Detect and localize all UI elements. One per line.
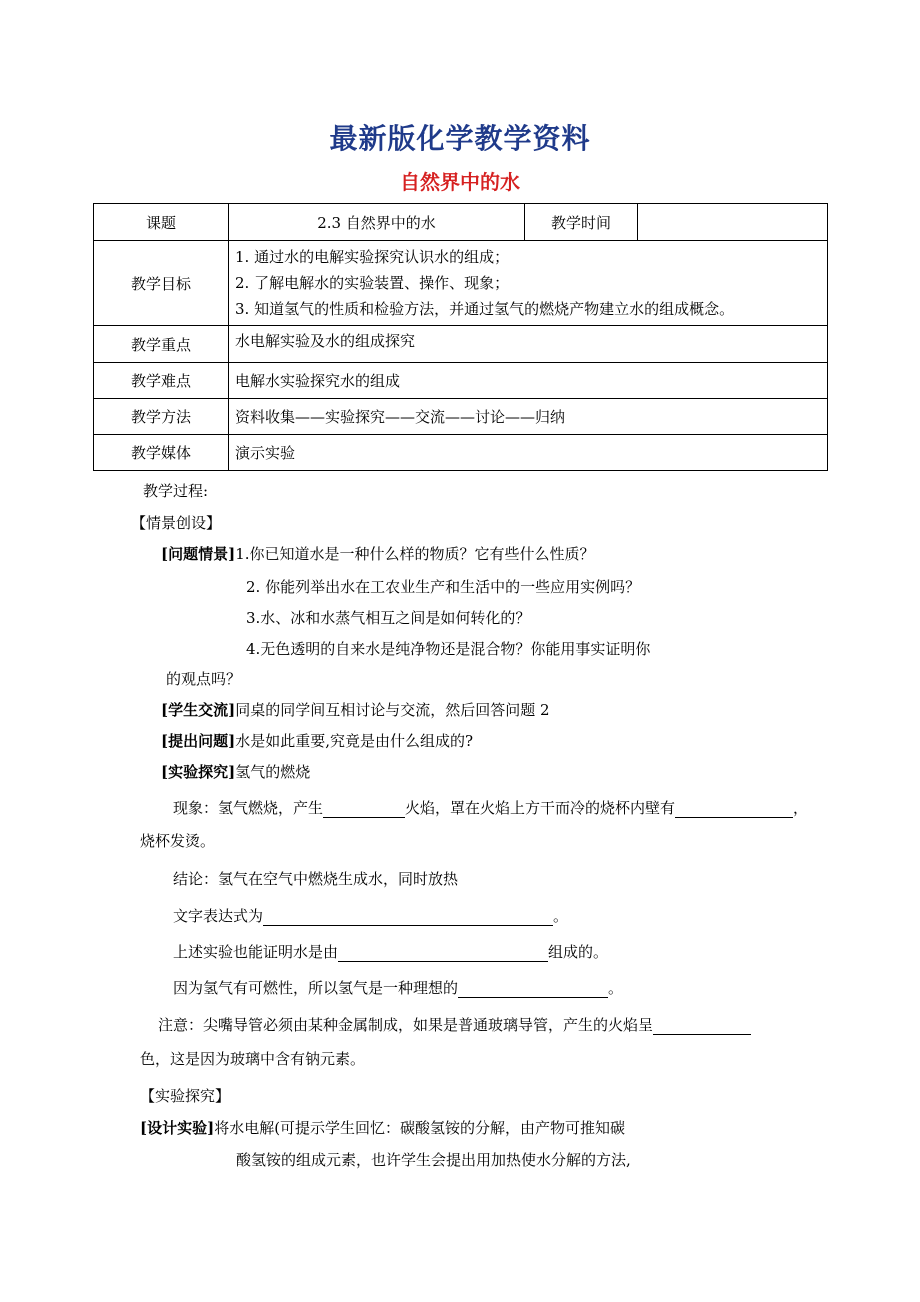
label-goals: 教学目标 bbox=[94, 241, 229, 326]
goals-cell bbox=[229, 241, 828, 326]
blank-composition[interactable] bbox=[338, 943, 548, 962]
goal-item: 1. 通过水的电解实验探究认识水的组成； bbox=[235, 248, 510, 266]
word-equation-text: 文字表达式为 bbox=[173, 907, 264, 925]
blank-beaker-wall[interactable] bbox=[675, 799, 793, 818]
note-cont: 色，这是因为玻璃中含有钠元素。 bbox=[140, 1050, 366, 1068]
note-line bbox=[158, 1014, 751, 1035]
goal-item: 3. 知道氢气的性质和检验方法，并通过氢气的燃烧产物建立水的组成概念。 bbox=[235, 300, 735, 318]
method-value: 资料收集——实验探究——交流——讨论——归纳 bbox=[229, 399, 828, 435]
media-value: 演示实验 bbox=[229, 435, 828, 471]
fuel-line bbox=[173, 977, 623, 998]
conclusion: 结论：氢气在空气中燃烧生成水，同时放热 bbox=[173, 870, 459, 888]
word-equation-line bbox=[173, 905, 568, 926]
phenomenon-cont: 烧杯发烫。 bbox=[140, 832, 216, 850]
blank-word-equation[interactable] bbox=[263, 907, 553, 926]
fuel-end: 。 bbox=[608, 979, 624, 997]
row-difficulty bbox=[94, 363, 828, 399]
design-line bbox=[140, 1117, 625, 1138]
label-difficulty: 教学难点 bbox=[94, 363, 229, 399]
goal-item: 2. 了解电解水的实验装置、操作、现象； bbox=[235, 274, 510, 292]
row-key bbox=[94, 326, 828, 363]
phenomenon-text-a: 现象：氢气燃烧，产生 bbox=[173, 799, 324, 817]
row-goals bbox=[94, 241, 828, 326]
prove-text: 上述实验也能证明水是由 bbox=[173, 943, 339, 961]
phenomenon-text-b: 火焰，罩在火焰上方干而冷的烧杯内壁有 bbox=[405, 799, 676, 817]
topic-value: 2.3 自然界中的水 bbox=[229, 204, 525, 241]
phenomenon-line bbox=[173, 797, 808, 818]
question-tag: [问题情景] bbox=[161, 545, 236, 563]
student-exchange bbox=[161, 699, 550, 720]
prove-line bbox=[173, 941, 608, 962]
label-time: 教学时间 bbox=[525, 204, 638, 241]
design-text: 将水电解(可提示学生回忆：碳酸氢铵的分解，由产物可推知碳 bbox=[214, 1119, 626, 1137]
design-tag: [设计实验] bbox=[140, 1119, 215, 1137]
row-method bbox=[94, 399, 828, 435]
blank-fuel[interactable] bbox=[458, 979, 608, 998]
prove-end: 组成的。 bbox=[548, 943, 609, 961]
section-experiment: 【实验探究】 bbox=[140, 1087, 231, 1105]
row-topic bbox=[94, 204, 828, 241]
lesson-title: 自然界中的水 bbox=[400, 170, 520, 194]
blank-flame-color[interactable] bbox=[323, 799, 405, 818]
phenomenon-text-c: ， bbox=[793, 799, 809, 817]
question-1: 1.你已知道水是一种什么样的物质？它有些什么性质？ bbox=[235, 545, 595, 563]
time-value bbox=[638, 204, 828, 241]
note-text: 注意：尖嘴导管必须由某种金属制成，如果是普通玻璃导管，产生的火焰呈 bbox=[158, 1016, 654, 1034]
raise-text: 水是如此重要,究竟是由什么组成的? bbox=[235, 732, 474, 750]
experiment-tag: [实验探究] bbox=[161, 763, 236, 781]
lesson-info-table bbox=[93, 203, 828, 471]
question-line-1 bbox=[161, 543, 595, 564]
experiment-heading bbox=[161, 761, 310, 782]
difficulty-value: 电解水实验探究水的组成 bbox=[229, 363, 828, 399]
blank-flame-hue[interactable] bbox=[653, 1016, 751, 1035]
experiment-text: 氢气的燃烧 bbox=[235, 763, 311, 781]
process-heading: 教学过程: bbox=[143, 482, 209, 500]
question-3: 3.水、冰和水蒸气相互之间是如何转化的？ bbox=[246, 609, 531, 627]
question-2: 2. 你能列举出水在工农业生产和生活中的一些应用实例吗？ bbox=[246, 578, 641, 596]
design-cont: 酸氢铵的组成元素，也许学生会提出用加热使水分解的方法, bbox=[236, 1151, 631, 1169]
label-topic: 课题 bbox=[94, 204, 229, 241]
fuel-text: 因为氢气有可燃性，所以氢气是一种理想的 bbox=[173, 979, 459, 997]
label-key: 教学重点 bbox=[94, 326, 229, 363]
raise-question bbox=[161, 730, 473, 751]
raise-tag: [提出问题] bbox=[161, 732, 236, 750]
question-4-cont: 的观点吗？ bbox=[166, 670, 242, 688]
label-method: 教学方法 bbox=[94, 399, 229, 435]
row-media bbox=[94, 435, 828, 471]
banner-title: 最新版化学教学资料 bbox=[329, 122, 591, 155]
exchange-tag: [学生交流] bbox=[161, 701, 236, 719]
label-media: 教学媒体 bbox=[94, 435, 229, 471]
question-4: 4.无色透明的自来水是纯净物还是混合物？你能用事实证明你 bbox=[246, 640, 651, 658]
exchange-text: 同桌的同学间互相讨论与交流，然后回答问题 2 bbox=[235, 701, 550, 719]
section-scenario: 【情景创设】 bbox=[131, 514, 222, 532]
word-equation-end: 。 bbox=[553, 907, 569, 925]
key-value: 水电解实验及水的组成探究 bbox=[229, 326, 828, 363]
